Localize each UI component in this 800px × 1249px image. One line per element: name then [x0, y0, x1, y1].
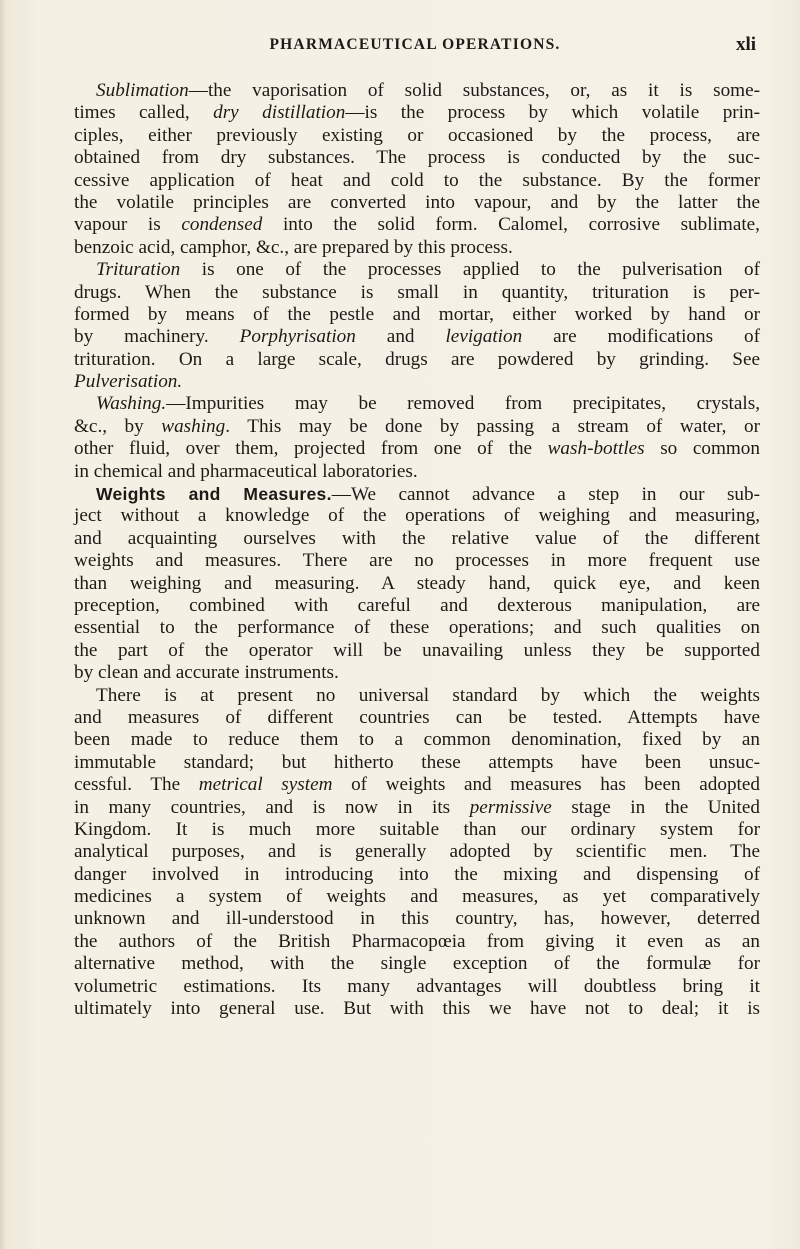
text-run: in chemical and pharmaceutical laboratories.: [74, 460, 418, 482]
text-line: [74, 102, 760, 124]
text-run: volumetric estimations. Its many advantages will doubtless bring it: [74, 975, 760, 997]
text-run: obtained from dry substances. The process is conducted by the suc-: [74, 147, 760, 169]
text-line: [74, 931, 760, 953]
text-line: [74, 819, 760, 841]
text-run: drugs. When the substance is small in quantity, trituration is per-: [74, 281, 760, 303]
text-run: benzoic acid, camphor, &c., are prepared by this process.: [74, 236, 513, 258]
text-line: [74, 438, 760, 460]
text-line: [74, 595, 760, 617]
text-run: —is the process by which volatile prin-: [345, 102, 760, 124]
text-run: the volatile principles are converted into vapour, and by the latter the: [74, 191, 760, 213]
text-run: other fluid, over them, projected from one of the: [74, 438, 548, 460]
text-run: by machinery.: [74, 326, 240, 348]
text-line: [74, 282, 760, 304]
text-line: [74, 908, 760, 930]
text-run: so common: [644, 438, 760, 460]
text-line: [74, 685, 760, 707]
text-line: [74, 797, 760, 819]
text-line: [74, 170, 760, 192]
text-run: ciples, either previously existing or occasioned by the process, are: [74, 124, 760, 146]
text-run: —We cannot advance a step in our sub-: [331, 484, 760, 506]
text-run: trituration. On a large scale, drugs are powdered by grinding. See: [74, 348, 760, 370]
text-line: [74, 393, 760, 415]
running-head: PHARMACEUTICAL OPERATIONS.: [269, 36, 561, 53]
section-heading: Weights and Measures.: [96, 484, 332, 505]
text-run: of weights and measures has been adopted: [332, 774, 760, 796]
text-run: —the vaporisation of solid substances, or, as it is some-: [188, 80, 760, 101]
italic-term: permissive: [469, 796, 552, 818]
text-line: [74, 192, 760, 214]
text-run: There is at present no universal standard by which the weights: [96, 684, 760, 706]
text-line: [74, 752, 760, 774]
text-run: cessive application of heat and cold to the substance. By the former: [74, 169, 760, 191]
italic-term: Porphyrisation: [239, 326, 356, 348]
text-run: Kingdom. It is much more suitable than our ordinary system for: [74, 818, 760, 840]
text-run: the part of the operator will be unavailing unless they be supported: [74, 639, 760, 661]
text-line: [74, 707, 760, 729]
text-line: [74, 841, 760, 863]
text-line: [74, 662, 760, 684]
text-line: [74, 774, 760, 796]
text-run: cessful. The: [74, 774, 199, 796]
text-run: ject without a knowledge of the operations of weighing and measuring,: [74, 505, 760, 527]
italic-term: metrical system: [198, 774, 333, 796]
text-run: is one of the processes applied to the pulverisation of: [180, 259, 760, 281]
text-line: [74, 259, 760, 281]
body-text: [74, 80, 760, 1020]
text-line: [74, 550, 760, 572]
text-line: [74, 461, 760, 483]
text-run: stage in the United: [551, 796, 760, 818]
text-run: vapour is: [74, 214, 182, 236]
text-line: [74, 326, 760, 348]
text-run: medicines a system of weights and measures, as yet comparatively: [74, 886, 760, 908]
text-line: [74, 528, 760, 550]
text-line: [74, 304, 760, 326]
text-run: into the solid form. Calomel, corrosive sublimate,: [262, 214, 760, 236]
text-line: [74, 349, 760, 371]
text-run: alternative method, with the single exception of the formulæ for: [74, 953, 760, 975]
text-run: in many countries, and is now in its: [74, 796, 470, 818]
text-run: and acquainting ourselves with the relative value of the different: [74, 527, 760, 549]
text-run: unknown and ill-understood in this country, has, however, deterred: [74, 908, 760, 930]
text-run: analytical purposes, and is generally adopted by scientific men. The: [74, 841, 760, 863]
italic-term: Pulverisation.: [74, 371, 183, 393]
text-line: [74, 886, 760, 908]
italic-term: dry distillation: [213, 102, 346, 124]
text-line: [74, 214, 760, 236]
text-line: [74, 416, 760, 438]
page-gutter-shadow: [0, 0, 6, 1249]
text-run: are modifications of: [522, 326, 760, 348]
text-run: essential to the performance of these operations; and such qualities on: [74, 617, 760, 639]
italic-term: condensed: [181, 214, 263, 236]
italic-term: levigation: [445, 326, 523, 348]
text-line: [74, 864, 760, 886]
text-line: [74, 237, 760, 259]
italic-term: washing: [161, 415, 226, 437]
italic-term: Trituration: [96, 259, 181, 281]
text-run: and: [355, 326, 446, 348]
text-run: &c., by: [74, 415, 162, 437]
text-run: weights and measures. There are no processes in more frequent use: [74, 550, 760, 572]
italic-term: Washing.: [96, 393, 167, 415]
text-run: the authors of the British Pharmacopœia from giving it even as an: [74, 930, 760, 952]
text-run: —Impurities may be removed from precipitates, crystals,: [166, 393, 760, 415]
text-line: [74, 483, 760, 505]
text-line: [74, 505, 760, 527]
text-run: and measures of different countries can be tested. Attempts have: [74, 706, 760, 728]
text-run: been made to reduce them to a common denomination, fixed by an: [74, 729, 760, 751]
text-run: danger involved in introducing into the mixing and dispensing of: [74, 863, 760, 885]
text-run: times called,: [74, 102, 214, 124]
text-line: [74, 976, 760, 998]
text-run: by clean and accurate instruments.: [74, 662, 339, 684]
text-line: [74, 573, 760, 595]
text-line: [74, 729, 760, 751]
text-run: than weighing and measuring. A steady hand, quick eye, and keen: [74, 572, 760, 594]
text-line: [74, 147, 760, 169]
text-line: [74, 998, 760, 1020]
italic-term: wash-bottles: [547, 438, 645, 460]
text-line: [74, 640, 760, 662]
text-line: [74, 953, 760, 975]
italic-term: Sublimation: [96, 80, 189, 101]
text-run: ultimately into general use. But with this we have not to deal; it is: [74, 998, 760, 1020]
text-line: [74, 80, 760, 102]
text-run: preception, combined with careful and dexterous manipulation, are: [74, 594, 760, 616]
page-header: [74, 36, 756, 62]
text-line: [74, 125, 760, 147]
text-run: formed by means of the pestle and mortar, either worked by hand or: [74, 303, 760, 325]
text-run: immutable standard; but hitherto these attempts have been unsuc-: [74, 751, 760, 773]
text-line: [74, 371, 760, 393]
text-line: [74, 617, 760, 639]
page-number: xli: [735, 34, 756, 55]
text-run: . This may be done by passing a stream of water, or: [225, 415, 760, 437]
